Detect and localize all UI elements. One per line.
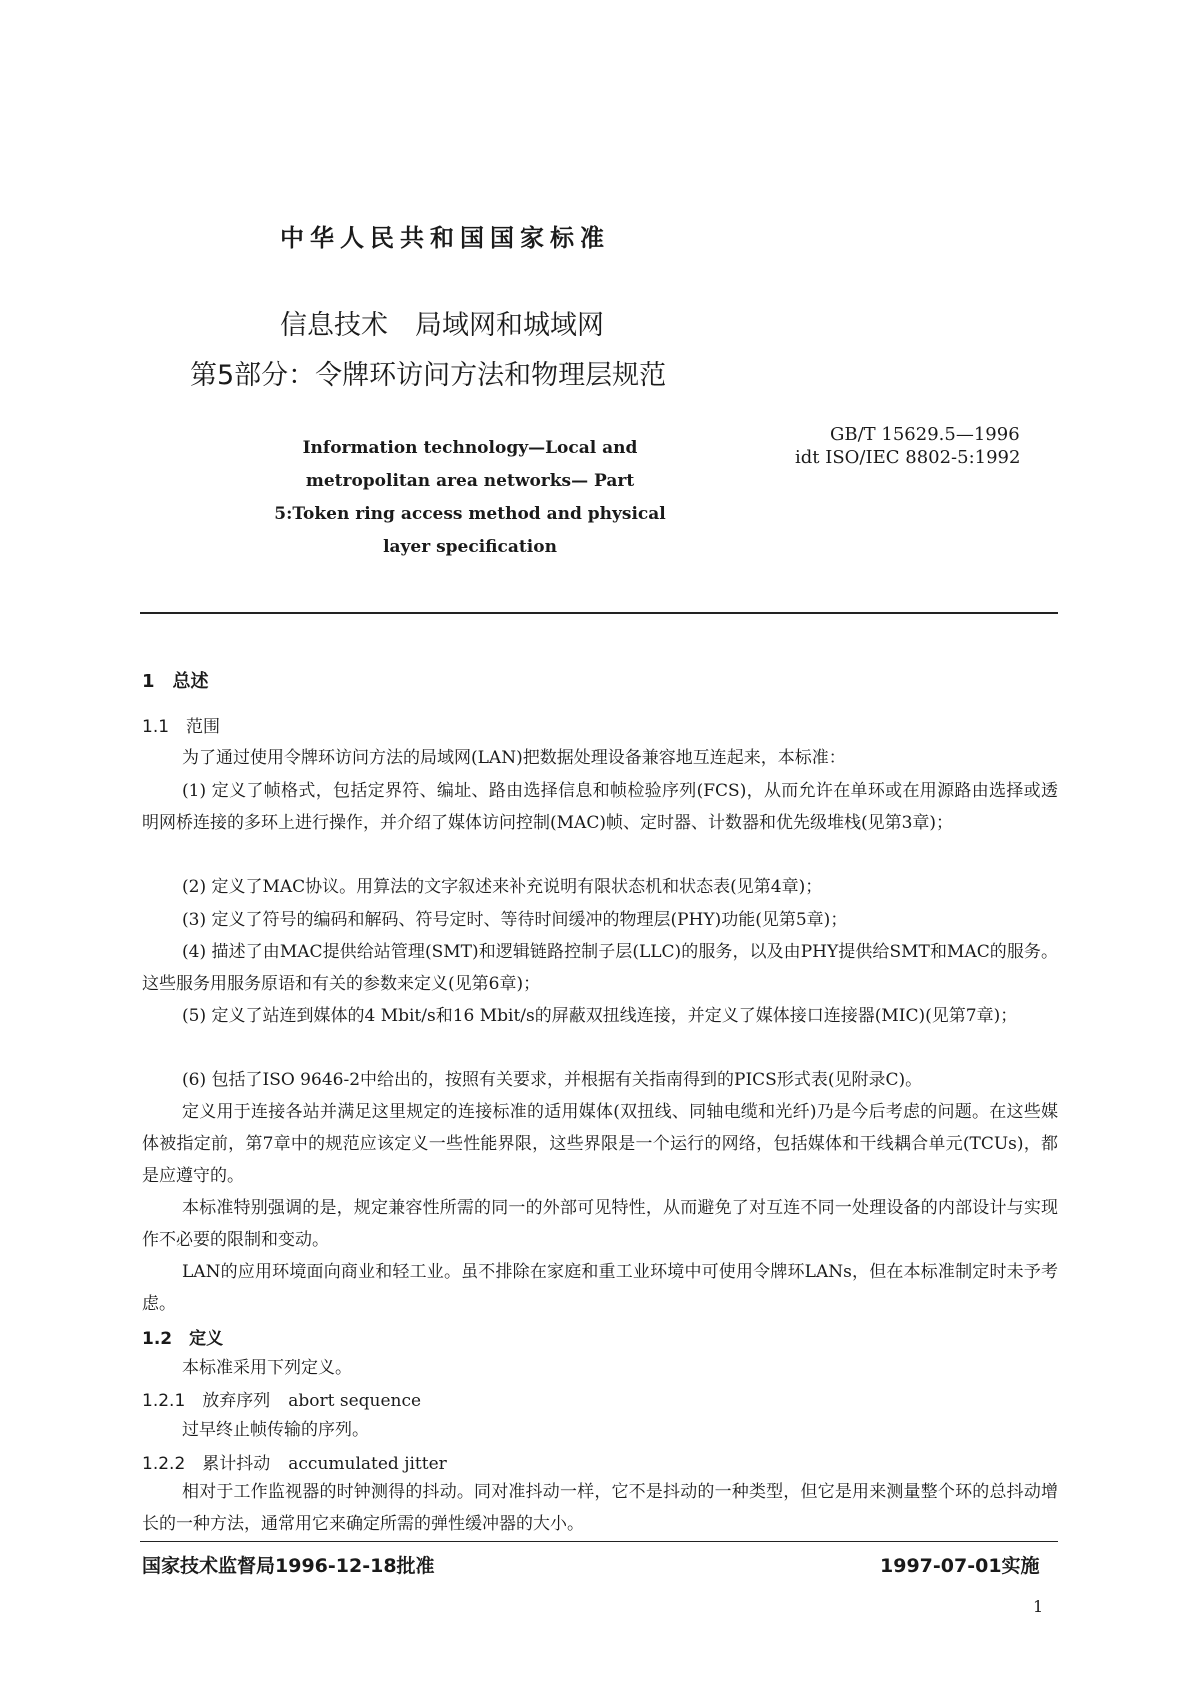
approval-date: 国家技术监督局1996-12-18批准 [142,1555,435,1577]
list-item-3: (3) 定义了符号的编码和解码、符号定时、等待时间缓冲的物理层(PHY)功能(见第5章)； [182,910,848,930]
paragraph-emphasis: 本标准特别强调的是，规定兼容性所需的同一的外部可见特性，从而避免了对互连不同一处理设备的内部设计与实现作不必要的限制和变动。 [142,1198,1058,1250]
title-cn-line2: 第5部分：令牌环访问方法和物理层规范 [190,360,667,391]
standard-number: GB/T 15629.5—1996 [830,424,1020,445]
section-heading-1-2: 1.2 定义 [142,1329,224,1349]
term-1-definition: 过早终止帧传输的序列。 [182,1420,369,1440]
header-divider [140,612,1058,614]
term-2-english: accumulated jitter [288,1454,447,1474]
national-standard-heading: 中华人民共和国国家标准 [280,224,610,252]
term-2 [142,1449,447,1474]
list-item-2: (2) 定义了MAC协议。用算法的文字叙述来补充说明有限状态机和状态表(见第4章)； [182,877,823,897]
page-number: 1 [1033,1597,1044,1616]
term-1-heading: 1.2.1 放弃序列 [142,1391,271,1411]
title-cn-line1: 信息技术 局域网和城域网 [280,310,604,341]
section-heading-1-1: 1.1 范围 [142,717,221,737]
idt-reference: idt ISO/IEC 8802-5:1992 [795,447,1021,468]
term-1 [142,1386,421,1411]
list-item-4: (4) 描述了由MAC提供给站管理(SMT)和逻辑链路控制子层(LLC)的服务，以及由PHY提供给SMT和MAC的服务。这些服务用服务原语和有关的参数来定义(见第6章)； [142,942,1058,994]
paragraph-lan: LAN的应用环境面向商业和轻工业。虽不排除在家庭和重工业环境中可使用令牌环LANs，但在本标准制定时未予考虑。 [142,1262,1058,1314]
implementation-date: 1997-07-01实施 [880,1555,1040,1577]
list-item-6: (6) 包括了ISO 9646-2中给出的，按照有关要求，并根据有关指南得到的PICS形式表(见附录C)。 [182,1070,923,1090]
term-2-heading: 1.2.2 累计抖动 [142,1454,271,1474]
title-en: Information technology—Local and metropolitan area networks— Part 5:Token ring access method and physical layer specification [274,438,666,557]
term-2-definition: 相对于工作监视器的时钟测得的抖动。同对准抖动一样，它不是抖动的一种类型，但它是用来测量整个环的总抖动增长的一种方法，通常用它来确定所需的弹性缓冲器的大小。 [142,1482,1058,1534]
term-1-english: abort sequence [288,1391,422,1411]
footer-divider [140,1541,1058,1542]
paragraph-media: 定义用于连接各站并满足这里规定的连接标准的适用媒体(双扭线、同轴电缆和光纤)乃是今后考虑的问题。在这些媒体被指定前，第7章中的规范应该定义一些性能界限，这些界限是一个运行的网络，包括媒体和干线耦合单元(TCUs)，都是应遵守的。 [142,1102,1058,1186]
list-item-1: (1) 定义了帧格式，包括定界符、编址、路由选择信息和帧检验序列(FCS)，从而允许在单环或在用源路由选择或透明网桥连接的多环上进行操作，并介绍了媒体访问控制(MAC)帧、定时器、计数器和优先级堆栈(见第3章)； [142,781,1058,833]
paragraph-definitions: 本标准采用下列定义。 [182,1358,352,1378]
section-heading-1: 1 总述 [142,671,209,692]
list-item-5: (5) 定义了站连到媒体的4 Mbit/s和16 Mbit/s的屏蔽双扭线连接，并定义了媒体接口连接器(MIC)(见第7章)； [182,1006,1018,1026]
paragraph-intro: 为了通过使用令牌环访问方法的局域网(LAN)把数据处理设备兼容地互连起来，本标准： [182,748,846,768]
